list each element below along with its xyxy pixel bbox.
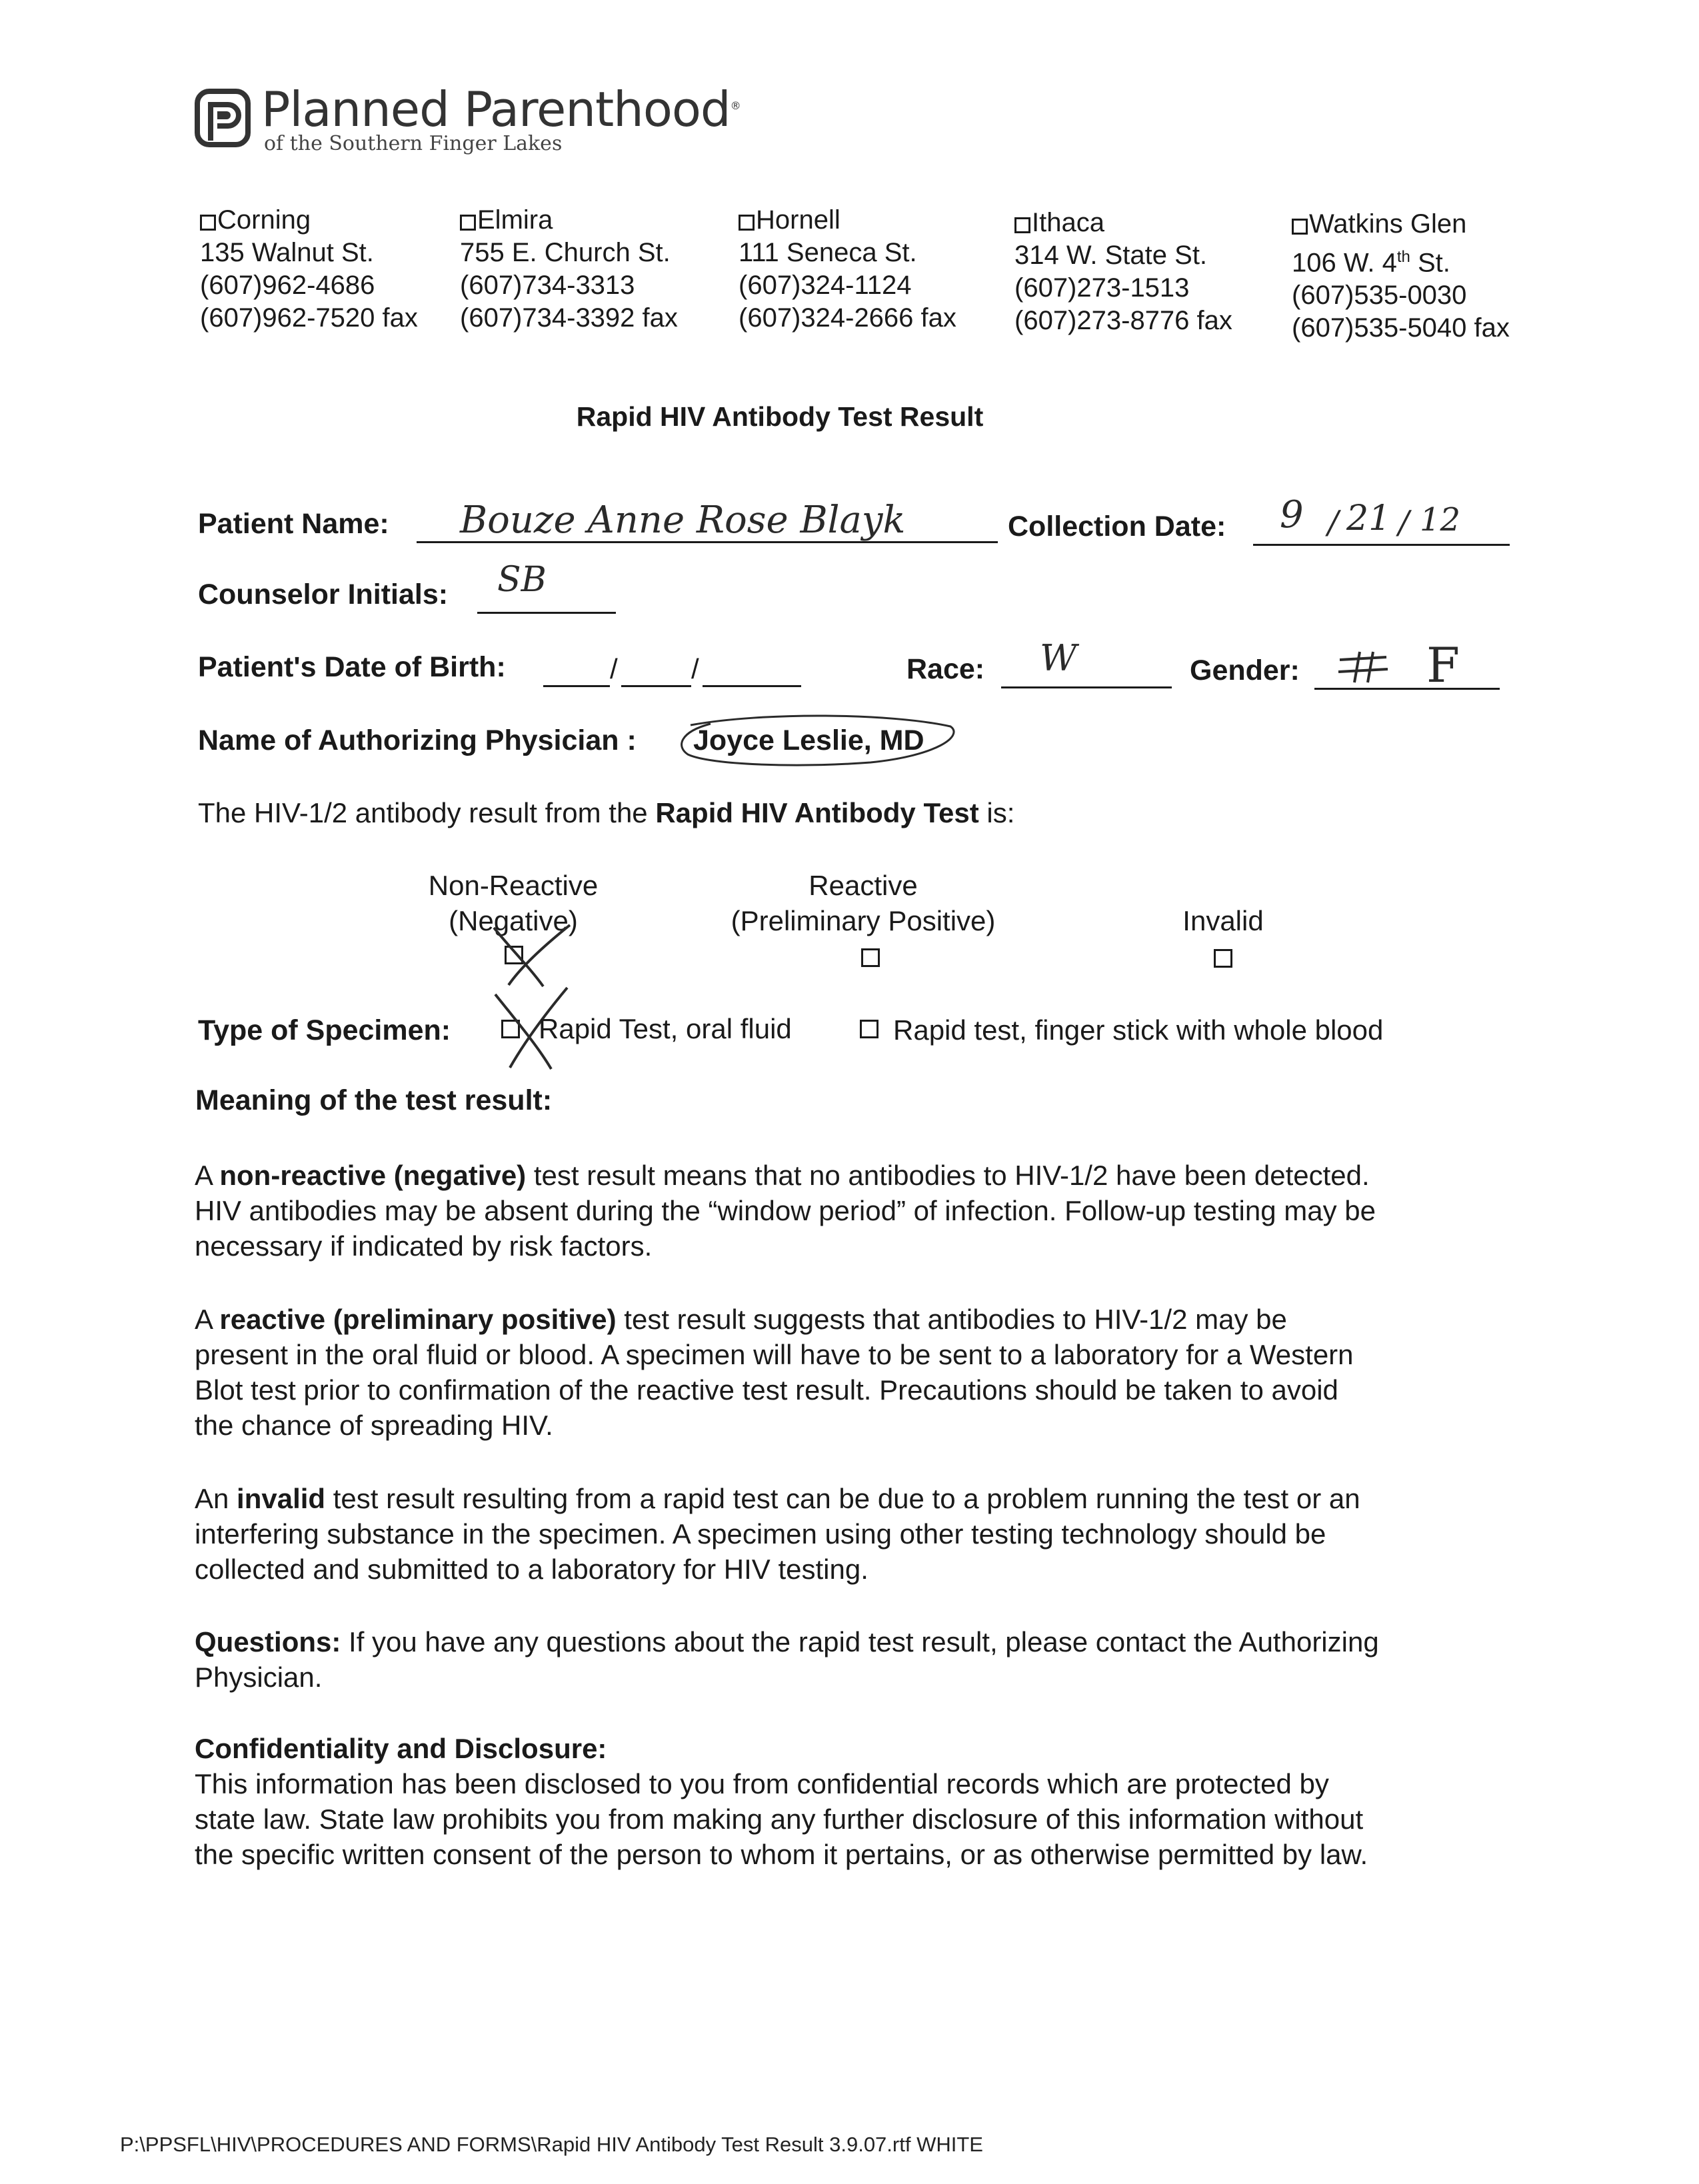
finger-stick-checkbox[interactable] <box>860 1020 878 1038</box>
form-title: Rapid HIV Antibody Test Result <box>576 401 984 432</box>
specimen-label: Type of Specimen: <box>198 1014 451 1046</box>
race-value[interactable]: W <box>1040 637 1077 679</box>
office-watkins-glen: Watkins Glen 106 W. 4th St. (607)535-0030 (607)535-5040 fax <box>1292 209 1510 343</box>
office-hornell: Hornell 111 Seneca St. (607)324-1124 (607)324-2666 fax <box>739 205 956 333</box>
planned-parenthood-p-logo-icon <box>195 89 251 147</box>
paragraph-confidentiality: Confidentiality and Disclosure: This information has been disclosed to you from confidential records which are protected by state law. State law prohibits you from making any further disclosure of this information without the specific written consent of the person to whom it pertains, or as otherwise permitted by law. <box>195 1733 1368 1870</box>
reactive-checkbox[interactable] <box>861 948 880 967</box>
option-reactive: Reactive (Preliminary Positive) <box>731 870 996 936</box>
office-checkbox[interactable] <box>1014 217 1030 233</box>
patient-name-label: Patient Name: <box>198 508 389 540</box>
org-name: Planned Parenthood® <box>261 81 741 137</box>
paragraph-non-reactive: A non-reactive (negative) test result means that no antibodies to HIV-1/2 have been detected. HIV antibodies may be absent during the “window period” of infection. Follow-up testing may be necessary if indicated by risk factors. <box>195 1160 1376 1262</box>
finger-stick-label: Rapid test, finger stick with whole blood <box>893 1014 1384 1046</box>
crossed-out-mark-icon <box>1333 648 1392 685</box>
collection-date-day[interactable]: 21 <box>1346 499 1391 539</box>
office-checkbox[interactable] <box>1292 219 1308 235</box>
patient-name-value[interactable]: Bouze Anne Rose Blayk <box>460 499 906 542</box>
option-invalid: Invalid <box>1182 905 1264 936</box>
paragraph-questions: Questions: If you have any questions about the rapid test result, please contact the Authorizing Physician. <box>195 1626 1379 1693</box>
dob-slash: / <box>610 653 618 684</box>
invalid-checkbox[interactable] <box>1214 949 1232 968</box>
option-non-reactive: Non-Reactive (Negative) <box>428 870 599 936</box>
dob-year-line[interactable] <box>703 685 801 687</box>
date-slash: / <box>1328 504 1339 541</box>
file-path-footer: P:\PPSFL\HIV\PROCEDURES AND FORMS\Rapid HIV Antibody Test Result 3.9.07.rtf WHITE <box>120 2133 983 2156</box>
gender-value[interactable]: F <box>1426 637 1460 693</box>
counselor-initials-label: Counselor Initials: <box>198 578 449 610</box>
meaning-heading: Meaning of the test result: <box>195 1084 553 1116</box>
dob-month-line[interactable] <box>543 685 610 687</box>
office-corning: Corning 135 Walnut St. (607)962-4686 (607)962-7520 fax <box>200 205 418 333</box>
race-line <box>1001 686 1172 688</box>
office-checkbox[interactable] <box>460 215 476 231</box>
dob-slash: / <box>691 653 699 684</box>
oral-fluid-label: Rapid Test, oral fluid <box>539 1013 792 1044</box>
physician-label: Name of Authorizing Physician : <box>198 724 637 756</box>
office-ithaca: Ithaca 314 W. State St. (607)273-1513 (607)273-8776 fax <box>1014 208 1232 335</box>
paragraph-reactive: A reactive (preliminary positive) test result suggests that antibodies to HIV-1/2 may be present in the oral fluid or blood. A specimen will have to be sent to a laboratory for a Western Blot test prior to confirmation of the reactive test result. Precautions should be taken to avoid the chance of spreading HIV. <box>195 1304 1354 1441</box>
physician-value: Joyce Leslie, MD <box>693 724 924 756</box>
office-checkbox[interactable] <box>739 215 755 231</box>
gender-line <box>1314 688 1500 690</box>
counselor-initials-line <box>477 612 616 614</box>
race-label: Race: <box>906 653 985 685</box>
collection-date-month[interactable]: 9 <box>1280 493 1304 537</box>
collection-date-year[interactable]: 12 <box>1420 501 1461 539</box>
office-checkbox[interactable] <box>200 215 216 231</box>
dob-label: Patient's Date of Birth: <box>198 651 506 683</box>
paragraph-invalid: An invalid test result resulting from a rapid test can be due to a problem running the test or an interfering substance in the specimen. A specimen using other testing technology should be collected and submitted to a laboratory for HIV testing. <box>195 1483 1360 1585</box>
dob-day-line[interactable] <box>621 685 691 687</box>
result-intro: The HIV-1/2 antibody result from the Rapid HIV Antibody Test is: <box>198 797 1015 828</box>
office-elmira: Elmira 755 E. Church St. (607)734-3313 (607)734-3392 fax <box>460 205 678 333</box>
date-slash: / <box>1398 504 1410 541</box>
check-x-mark-icon <box>490 921 574 989</box>
counselor-initials-value[interactable]: SB <box>497 560 547 600</box>
org-subtitle: of the Southern Finger Lakes <box>264 132 563 155</box>
gender-label: Gender: <box>1190 654 1300 686</box>
collection-date-label: Collection Date: <box>1008 511 1226 543</box>
collection-date-line <box>1253 544 1510 546</box>
